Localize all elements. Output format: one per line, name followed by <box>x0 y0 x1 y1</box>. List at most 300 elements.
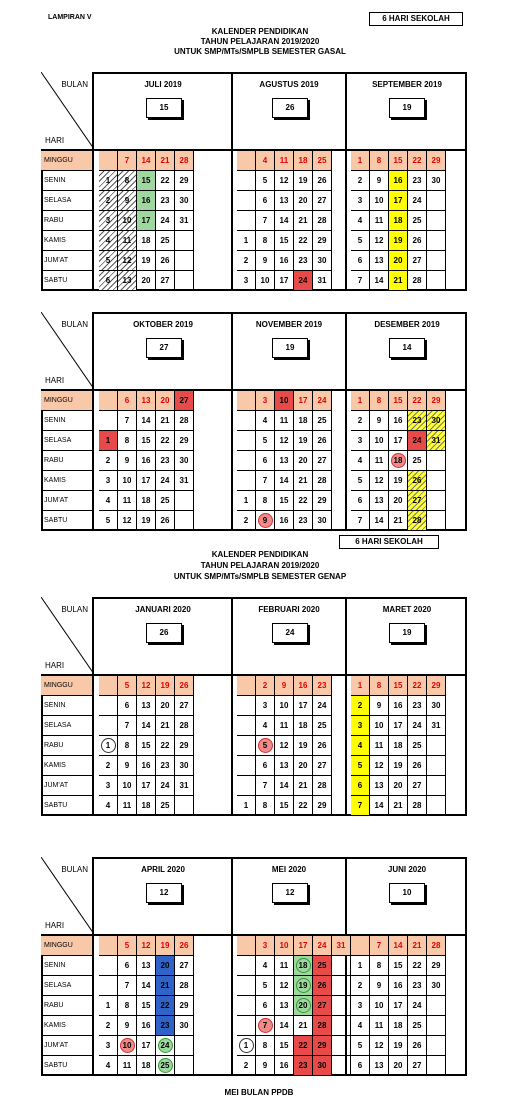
day-name-sabtu: SABTU <box>41 796 94 816</box>
date-cell: 30 <box>313 251 332 271</box>
date-cell: 8 <box>256 231 275 251</box>
date-cell: 26 <box>313 736 332 756</box>
date-cell: 4 <box>351 1016 370 1036</box>
date-cell: 29 <box>175 171 194 191</box>
date-cell: 5 <box>99 511 118 531</box>
empty-cell <box>237 471 256 491</box>
day-name-kamis: KAMIS <box>41 1016 94 1036</box>
date-cell: 20 <box>156 391 175 411</box>
title-line1-mid: KALENDER PENDIDIKAN <box>211 550 309 559</box>
date-cell: 13 <box>370 1056 389 1076</box>
empty-cell <box>237 1016 256 1036</box>
date-cell: 3 <box>351 716 370 736</box>
date-cell: 7 <box>256 471 275 491</box>
date-cell: 2 <box>99 756 118 776</box>
date-cell: 23 <box>313 676 332 696</box>
bulan-hari-corner <box>41 72 94 149</box>
date-cell: 18 <box>137 491 156 511</box>
date-cell: 13 <box>275 191 294 211</box>
date-cell: 14 <box>137 976 156 996</box>
date-cell: 31 <box>175 471 194 491</box>
date-cell: 21 <box>294 1016 313 1036</box>
month-separator <box>345 149 347 291</box>
date-cell: 13 <box>275 451 294 471</box>
month-separator <box>345 674 347 816</box>
empty-cell <box>332 956 351 976</box>
date-cell: 10 <box>118 776 137 796</box>
date-cell: 21 <box>408 936 427 956</box>
day-name-jumat: JUM'AT <box>41 251 94 271</box>
date-cell: 3 <box>256 391 275 411</box>
date-cell: 23 <box>294 511 313 531</box>
date-cell: 23 <box>408 411 427 431</box>
date-cell: 18 <box>294 716 313 736</box>
empty-cell <box>175 796 194 816</box>
date-cell: 16 <box>275 251 294 271</box>
empty-cell <box>427 1056 446 1076</box>
date-cell: 16 <box>389 171 408 191</box>
date-cell: 30 <box>313 1056 332 1076</box>
empty-cell <box>427 1036 446 1056</box>
date-cell: 1 <box>351 956 370 976</box>
empty-cell <box>99 716 118 736</box>
date-cell: 12 <box>137 676 156 696</box>
circled-date: 25 <box>158 1058 173 1073</box>
date-cell: 19 <box>389 471 408 491</box>
date-cell: 11 <box>275 956 294 976</box>
date-cell: 28 <box>313 471 332 491</box>
day-name-sabtu: SABTU <box>41 271 94 291</box>
empty-cell <box>427 211 446 231</box>
date-cell: 18 <box>389 1016 408 1036</box>
date-cell: 1 <box>99 996 118 1016</box>
empty-cell <box>175 1056 194 1076</box>
circled-date: 9 <box>258 513 273 528</box>
date-cell: 26 <box>408 471 427 491</box>
day-name-selasa: SELASA <box>41 431 94 451</box>
date-cell: 22 <box>294 231 313 251</box>
date-cell: 8 <box>118 736 137 756</box>
date-cell: 9 <box>370 976 389 996</box>
date-cell: 19 <box>294 431 313 451</box>
date-cell: 27 <box>408 776 427 796</box>
date-cell: 25 <box>408 211 427 231</box>
date-cell: 2 <box>351 696 370 716</box>
date-cell: 31 <box>175 211 194 231</box>
date-cell: 12 <box>118 251 137 271</box>
date-cell: 14 <box>137 716 156 736</box>
empty-cell <box>237 451 256 471</box>
date-cell: 11 <box>275 151 294 171</box>
date-cell: 20 <box>156 956 175 976</box>
empty-cell <box>427 756 446 776</box>
date-cell: 3 <box>351 191 370 211</box>
empty-cell <box>427 451 446 471</box>
empty-cell <box>237 171 256 191</box>
calendar-block-3 <box>41 857 466 1078</box>
date-cell: 11 <box>118 491 137 511</box>
date-cell: 6 <box>118 696 137 716</box>
month-name: APRIL 2020 <box>141 865 185 874</box>
date-cell: 29 <box>175 431 194 451</box>
empty-cell <box>237 936 256 956</box>
date-cell: 12 <box>370 471 389 491</box>
date-cell: 14 <box>370 271 389 291</box>
date-cell: 3 <box>99 1036 118 1056</box>
date-cell: 27 <box>175 956 194 976</box>
date-cell: 5 <box>118 676 137 696</box>
month-separator <box>345 389 347 531</box>
date-cell: 15 <box>137 431 156 451</box>
date-cell: 25 <box>313 411 332 431</box>
bulan-label: BULAN <box>61 320 88 329</box>
calendar-block-1 <box>41 312 466 533</box>
date-cell: 16 <box>275 1056 294 1076</box>
date-cell: 9 <box>370 696 389 716</box>
circled-date: 7 <box>258 1018 273 1033</box>
date-cell: 5 <box>256 431 275 451</box>
date-cell: 10 <box>275 391 294 411</box>
effective-days-count: 19 <box>272 338 308 358</box>
date-cell: 27 <box>408 1056 427 1076</box>
date-cell: 8 <box>370 956 389 976</box>
date-cell: 24 <box>408 716 427 736</box>
date-cell: 24 <box>313 391 332 411</box>
date-cell: 26 <box>408 756 427 776</box>
effective-days-count: 26 <box>146 623 182 643</box>
day-name-senin: SENIN <box>41 696 94 716</box>
date-cell: 2 <box>237 511 256 531</box>
date-cell: 28 <box>175 151 194 171</box>
empty-cell <box>427 231 446 251</box>
effective-days-count: 27 <box>146 338 182 358</box>
empty-cell <box>237 716 256 736</box>
month-name: MARET 2020 <box>382 605 432 614</box>
date-cell: 25 <box>408 451 427 471</box>
date-cell: 29 <box>175 996 194 1016</box>
date-cell: 17 <box>294 936 313 956</box>
date-cell: 19 <box>389 231 408 251</box>
empty-cell <box>175 231 194 251</box>
date-cell: 10 <box>118 211 137 231</box>
date-cell: 18 <box>389 211 408 231</box>
bulan-hari-corner <box>41 312 94 389</box>
date-cell: 18 <box>294 411 313 431</box>
date-cell: 13 <box>137 391 156 411</box>
date-cell: 21 <box>156 151 175 171</box>
month-header <box>347 597 467 674</box>
date-cell: 31 <box>427 431 446 451</box>
date-cell: 25 <box>408 736 427 756</box>
date-cell: 31 <box>427 716 446 736</box>
bulan-label: BULAN <box>61 865 88 874</box>
day-name-senin: SENIN <box>41 956 94 976</box>
month-header <box>347 72 467 149</box>
bulan-hari-corner <box>41 597 94 674</box>
bulan-label: BULAN <box>61 80 88 89</box>
date-cell: 6 <box>256 451 275 471</box>
day-name-rabu: RABU <box>41 736 94 756</box>
date-cell: 6 <box>351 1056 370 1076</box>
date-cell: 26 <box>175 936 194 956</box>
date-cell: 4 <box>256 411 275 431</box>
date-cell: 15 <box>389 391 408 411</box>
date-cell: 17 <box>137 776 156 796</box>
date-cell: 13 <box>118 271 137 291</box>
date-cell: 11 <box>275 716 294 736</box>
date-cell: 26 <box>156 511 175 531</box>
date-cell: 1 <box>351 391 370 411</box>
date-cell: 17 <box>275 271 294 291</box>
day-name-rabu: RABU <box>41 451 94 471</box>
date-cell: 17 <box>294 696 313 716</box>
date-cell: 4 <box>256 151 275 171</box>
date-cell: 1 <box>237 231 256 251</box>
date-cell: 28 <box>175 976 194 996</box>
empty-cell <box>332 996 351 1016</box>
month-name: NOVEMBER 2019 <box>255 320 323 329</box>
date-cell: 11 <box>370 1016 389 1036</box>
empty-cell <box>427 1016 446 1036</box>
date-cell: 31 <box>313 271 332 291</box>
date-cell: 3 <box>99 211 118 231</box>
title-line3-top: UNTUK SMP/MTs/SMPLB SEMESTER GASAL <box>174 47 346 56</box>
empty-cell <box>237 756 256 776</box>
month-separator <box>231 149 233 291</box>
date-cell: 7 <box>256 776 275 796</box>
month-header <box>95 597 233 674</box>
date-cell: 26 <box>156 251 175 271</box>
date-cell: 17 <box>137 471 156 491</box>
date-cell: 18 <box>137 796 156 816</box>
date-cell: 6 <box>351 776 370 796</box>
month-name: JANUARI 2020 <box>135 605 191 614</box>
day-name-kamis: KAMIS <box>41 471 94 491</box>
date-cell: 2 <box>99 191 118 211</box>
date-cell: 22 <box>294 491 313 511</box>
date-cell: 17 <box>137 211 156 231</box>
date-cell: 15 <box>389 676 408 696</box>
month-separator <box>231 389 233 531</box>
date-cell <box>156 1056 175 1076</box>
date-cell: 29 <box>313 491 332 511</box>
effective-days-count: 12 <box>272 883 308 903</box>
date-cell: 4 <box>256 956 275 976</box>
date-cell: 12 <box>118 511 137 531</box>
date-cell: 7 <box>351 271 370 291</box>
date-cell: 6 <box>351 251 370 271</box>
date-cell: 1 <box>237 796 256 816</box>
date-cell: 20 <box>389 1056 408 1076</box>
circled-date: 1 <box>239 1038 254 1053</box>
date-cell: 1 <box>237 491 256 511</box>
date-cell: 9 <box>256 1056 275 1076</box>
empty-cell <box>99 151 118 171</box>
date-cell: 20 <box>156 696 175 716</box>
date-cell: 23 <box>294 1056 313 1076</box>
date-cell: 10 <box>275 696 294 716</box>
date-cell: 17 <box>389 996 408 1016</box>
date-cell: 13 <box>137 696 156 716</box>
date-cell: 20 <box>137 271 156 291</box>
empty-cell <box>237 976 256 996</box>
date-cell: 8 <box>118 171 137 191</box>
date-cell: 22 <box>156 431 175 451</box>
date-cell: 12 <box>370 1036 389 1056</box>
circled-date: 24 <box>158 1038 173 1053</box>
date-cell: 27 <box>408 251 427 271</box>
date-cell: 24 <box>294 271 313 291</box>
date-cell: 24 <box>408 191 427 211</box>
date-cell: 25 <box>313 956 332 976</box>
date-cell: 1 <box>351 676 370 696</box>
date-cell: 8 <box>256 491 275 511</box>
date-cell: 14 <box>137 151 156 171</box>
date-cell: 20 <box>294 451 313 471</box>
effective-days-count: 19 <box>389 98 425 118</box>
date-cell: 27 <box>313 191 332 211</box>
date-cell: 6 <box>118 956 137 976</box>
month-header <box>95 857 233 934</box>
date-cell: 25 <box>408 1016 427 1036</box>
date-cell: 16 <box>389 411 408 431</box>
date-cell: 3 <box>256 696 275 716</box>
date-cell: 27 <box>175 696 194 716</box>
date-cell: 22 <box>156 736 175 756</box>
date-cell: 11 <box>118 796 137 816</box>
month-name: JULI 2019 <box>144 80 182 89</box>
date-cell: 28 <box>427 936 446 956</box>
date-cell: 7 <box>256 211 275 231</box>
day-name-senin: SENIN <box>41 171 94 191</box>
day-name-minggu: MINGGU <box>41 676 94 696</box>
date-cell: 24 <box>156 211 175 231</box>
date-cell: 24 <box>408 431 427 451</box>
empty-cell <box>175 1036 194 1056</box>
day-name-minggu: MINGGU <box>41 391 94 411</box>
date-cell: 11 <box>370 451 389 471</box>
date-cell: 2 <box>237 1056 256 1076</box>
date-cell: 15 <box>275 796 294 816</box>
date-cell: 5 <box>351 756 370 776</box>
date-cell: 24 <box>408 996 427 1016</box>
date-cell: 20 <box>389 776 408 796</box>
day-name-kamis: KAMIS <box>41 756 94 776</box>
date-cell: 29 <box>175 736 194 756</box>
date-cell: 21 <box>389 796 408 816</box>
empty-cell <box>237 776 256 796</box>
empty-cell <box>175 511 194 531</box>
date-cell: 30 <box>175 1016 194 1036</box>
date-cell: 10 <box>256 271 275 291</box>
day-name-minggu: MINGGU <box>41 151 94 171</box>
date-cell: 1 <box>351 151 370 171</box>
date-cell: 28 <box>313 776 332 796</box>
date-cell: 2 <box>256 676 275 696</box>
month-header <box>233 312 347 389</box>
circled-date: 19 <box>296 978 311 993</box>
date-cell: 17 <box>389 716 408 736</box>
date-cell: 23 <box>156 1016 175 1036</box>
date-cell: 7 <box>370 936 389 956</box>
date-cell: 14 <box>275 211 294 231</box>
date-cell: 25 <box>313 716 332 736</box>
date-cell: 30 <box>427 171 446 191</box>
date-cell: 23 <box>294 251 313 271</box>
date-cell: 10 <box>370 996 389 1016</box>
bulan-hari-corner <box>41 857 94 934</box>
date-cell: 23 <box>156 191 175 211</box>
empty-cell <box>332 1036 351 1056</box>
date-cell: 20 <box>294 756 313 776</box>
date-cell: 16 <box>389 976 408 996</box>
date-cell: 19 <box>137 251 156 271</box>
date-cell: 4 <box>351 736 370 756</box>
date-cell: 2 <box>99 1016 118 1036</box>
date-cell: 10 <box>370 431 389 451</box>
date-cell: 21 <box>294 776 313 796</box>
circled-date: 5 <box>258 738 273 753</box>
date-cell: 8 <box>256 1036 275 1056</box>
date-cell: 5 <box>351 231 370 251</box>
date-cell: 29 <box>313 231 332 251</box>
date-cell: 4 <box>99 491 118 511</box>
date-cell <box>294 976 313 996</box>
empty-cell <box>427 736 446 756</box>
date-cell: 5 <box>256 976 275 996</box>
month-name: JUNI 2020 <box>387 865 427 874</box>
date-cell: 4 <box>256 716 275 736</box>
date-cell: 23 <box>408 171 427 191</box>
hari-label: HARI <box>45 136 65 145</box>
date-cell: 22 <box>294 796 313 816</box>
month-name: SEPTEMBER 2019 <box>372 80 442 89</box>
date-cell: 11 <box>370 736 389 756</box>
month-header <box>233 72 347 149</box>
date-cell: 21 <box>156 716 175 736</box>
date-cell <box>294 956 313 976</box>
empty-cell <box>332 1016 351 1036</box>
date-cell: 3 <box>256 936 275 956</box>
circled-date: 10 <box>120 1038 135 1053</box>
date-cell: 29 <box>427 391 446 411</box>
date-cell: 28 <box>408 271 427 291</box>
date-cell: 30 <box>175 451 194 471</box>
date-cell: 24 <box>156 471 175 491</box>
date-cell: 4 <box>351 451 370 471</box>
date-cell: 17 <box>137 1036 156 1056</box>
date-cell: 14 <box>137 411 156 431</box>
date-cell: 31 <box>332 936 351 956</box>
effective-days-count: 26 <box>272 98 308 118</box>
date-cell: 4 <box>99 1056 118 1076</box>
date-cell: 18 <box>137 231 156 251</box>
empty-cell <box>237 411 256 431</box>
footer-note: MEI BULAN PPDB <box>224 1088 294 1097</box>
empty-cell <box>427 191 446 211</box>
empty-cell <box>427 491 446 511</box>
date-cell: 26 <box>408 1036 427 1056</box>
date-cell: 23 <box>156 756 175 776</box>
date-cell: 2 <box>99 451 118 471</box>
date-cell: 27 <box>175 391 194 411</box>
date-cell: 29 <box>427 956 446 976</box>
date-cell: 25 <box>156 796 175 816</box>
date-cell: 11 <box>118 1056 137 1076</box>
date-cell: 26 <box>313 976 332 996</box>
date-cell: 28 <box>175 716 194 736</box>
date-cell: 21 <box>156 976 175 996</box>
